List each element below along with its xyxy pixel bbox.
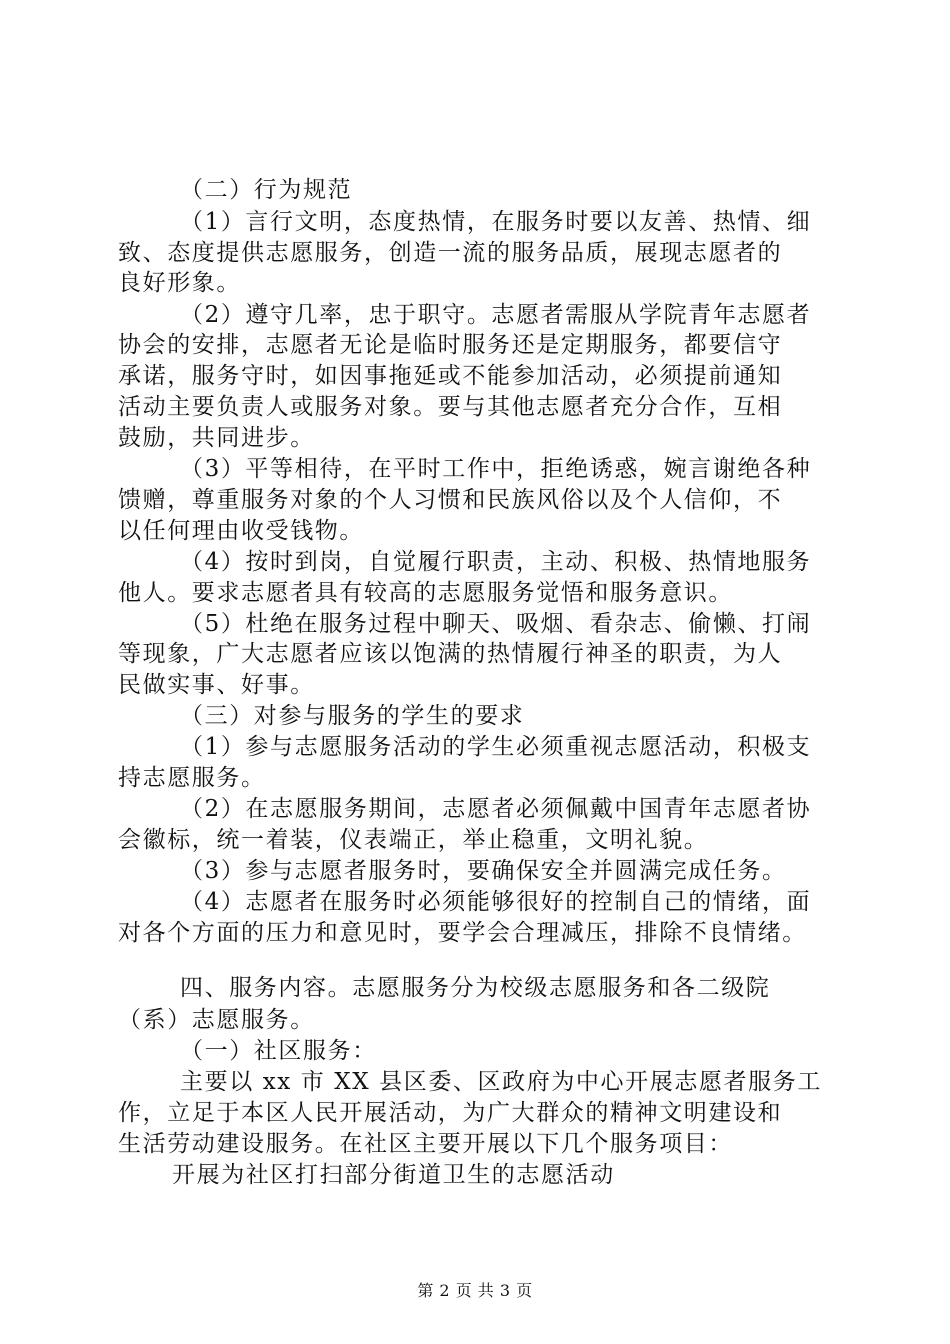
paragraph-line: （2）在志愿服务期间，志愿者必须佩戴中国青年志愿者协 bbox=[180, 796, 812, 822]
paragraph-line: 等现象，广大志愿者应该以饱满的热情履行神圣的职责，为人 bbox=[118, 641, 783, 667]
paragraph-line: 持志愿服务。 bbox=[118, 765, 266, 791]
paragraph-line: 协会的安排，志愿者无论是临时服务还是定期服务，都要信守 bbox=[118, 332, 783, 358]
paragraph-line: 会徽标，统一着装，仪表端正，举止稳重，文明礼貌。 bbox=[118, 827, 709, 853]
section-heading-community: （一）社区服务： bbox=[180, 1038, 377, 1064]
paragraph-line: 作，立足于本区人民开展活动，为广大群众的精神文明建设和 bbox=[118, 1100, 783, 1126]
paragraph-line: 他人。要求志愿者具有较高的志愿服务觉悟和服务意识。 bbox=[118, 580, 733, 606]
paragraph-line: 承诺，服务守时，如因事拖延或不能参加活动，必须提前通知 bbox=[118, 363, 783, 389]
paragraph-line: 对各个方面的压力和意见时，要学会合理减压，排除不良情绪。 bbox=[118, 920, 807, 946]
paragraph-line: 民做实事、好事。 bbox=[118, 672, 315, 698]
paragraph-line: （1）言行文明，态度热情，在服务时要以友善、热情、细 bbox=[180, 209, 812, 235]
section-heading-conduct: （二）行为规范 bbox=[180, 177, 353, 203]
paragraph-line: （4）志愿者在服务时必须能够很好的控制自己的情绪，面 bbox=[180, 889, 812, 915]
paragraph-line: （4）按时到岗，自觉履行职责，主动、积极、热情地服务 bbox=[180, 549, 812, 575]
paragraph-line: 致、态度提供志愿服务，创造一流的服务品质，展现志愿者的 bbox=[118, 240, 783, 266]
paragraph-line: 主要以 xx 市 XX 县区委、区政府为中心开展志愿者服务工 bbox=[180, 1069, 822, 1095]
section-heading-service-content: 四、服务内容。志愿服务分为校级志愿服务和各二级院 bbox=[180, 975, 771, 1001]
paragraph-line: （2）遵守几率，忠于职守。志愿者需服从学院青年志愿者 bbox=[180, 302, 812, 328]
section-heading-requirements: （三）对参与服务的学生的要求 bbox=[180, 703, 525, 729]
paragraph-line: （3）平等相待，在平时工作中，拒绝诱惑，婉言谢绝各种 bbox=[180, 456, 812, 482]
paragraph-line: 开展为社区打扫部分街道卫生的志愿活动 bbox=[172, 1162, 615, 1188]
paragraph-line: 馈赠，尊重服务对象的个人习惯和民族风俗以及个人信仰，不 bbox=[118, 487, 783, 513]
paragraph-line: 生活劳动建设服务。在社区主要开展以下几个服务项目： bbox=[118, 1131, 733, 1157]
paragraph-line: （系）志愿服务。 bbox=[118, 1007, 315, 1033]
page-number-footer: 第 2 页 共 3 页 bbox=[417, 1281, 533, 1300]
paragraph-line: 以任何理由收受钱物。 bbox=[118, 518, 364, 544]
paragraph-line: （5）杜绝在服务过程中聊天、吸烟、看杂志、偷懒、打闹 bbox=[180, 611, 812, 637]
paragraph-line: 鼓励，共同进步。 bbox=[118, 425, 315, 451]
paragraph-line: （1）参与志愿服务活动的学生必须重视志愿活动，积极支 bbox=[180, 734, 812, 760]
paragraph-line: 活动主要负责人或服务对象。要与其他志愿者充分合作，互相 bbox=[118, 394, 783, 420]
paragraph-line: 良好形象。 bbox=[118, 270, 241, 296]
paragraph-line: （3）参与志愿者服务时，要确保安全并圆满完成任务。 bbox=[180, 858, 787, 884]
